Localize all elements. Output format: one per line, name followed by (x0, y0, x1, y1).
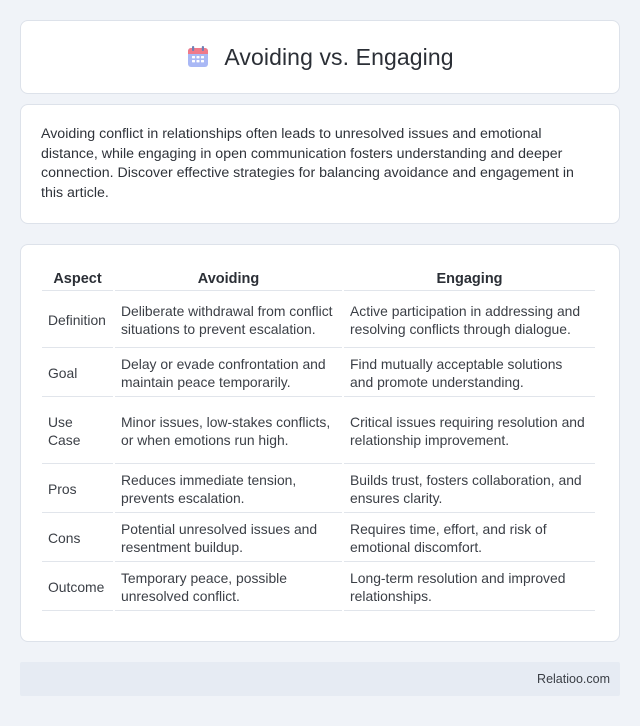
comparison-table (40, 263, 597, 613)
cell-avoiding: Delay or evade confrontation and maintain peace temporarily. (115, 350, 342, 397)
table-row (42, 515, 595, 562)
cell-aspect: Definition (42, 293, 113, 348)
cell-avoiding: Potential unresolved issues and resentment buildup. (115, 515, 342, 562)
header-engaging: Engaging (344, 265, 595, 291)
table-row (42, 350, 595, 397)
cell-aspect: Goal (42, 350, 113, 397)
cell-engaging: Long-term resolution and improved relationships. (344, 564, 595, 611)
header-card (20, 20, 620, 94)
table-row (42, 399, 595, 464)
cell-engaging: Builds trust, fosters collaboration, and ensures clarity. (344, 466, 595, 513)
cell-aspect: Pros (42, 466, 113, 513)
header-avoiding: Avoiding (115, 265, 342, 291)
table-row (42, 293, 595, 348)
cell-avoiding: Reduces immediate tension, prevents escalation. (115, 466, 342, 513)
table-header-row (42, 265, 595, 291)
footer-bar (20, 662, 620, 696)
cell-engaging: Active participation in addressing and resolving conflicts through dialogue. (344, 293, 595, 348)
cell-engaging: Find mutually acceptable solutions and promote understanding. (344, 350, 595, 397)
comparison-card (20, 244, 620, 642)
header-aspect: Aspect (42, 265, 113, 291)
table-row (42, 564, 595, 611)
cell-aspect: Outcome (42, 564, 113, 611)
calendar-icon (186, 45, 210, 69)
cell-aspect: Use Case (42, 399, 113, 464)
cell-aspect: Cons (42, 515, 113, 562)
cell-avoiding: Minor issues, low-stakes conflicts, or when emotions run high. (115, 399, 342, 464)
page-title: Avoiding vs. Engaging (224, 43, 454, 70)
intro-text: Avoiding conflict in relationships often leads to unresolved issues and emotional distance, while engaging in open communication fosters understanding and deeper connection. Discover effective strategies for balancing avoidance and engagement in this article. (41, 126, 574, 201)
cell-avoiding: Temporary peace, possible unresolved conflict. (115, 564, 342, 611)
cell-engaging: Critical issues requiring resolution and relationship improvement. (344, 399, 595, 464)
cell-engaging: Requires time, effort, and risk of emotional discomfort. (344, 515, 595, 562)
table-row (42, 466, 595, 513)
intro-card (20, 104, 620, 224)
cell-avoiding: Deliberate withdrawal from conflict situations to prevent escalation. (115, 293, 342, 348)
footer-brand[interactable]: Relatioo.com (537, 672, 610, 686)
